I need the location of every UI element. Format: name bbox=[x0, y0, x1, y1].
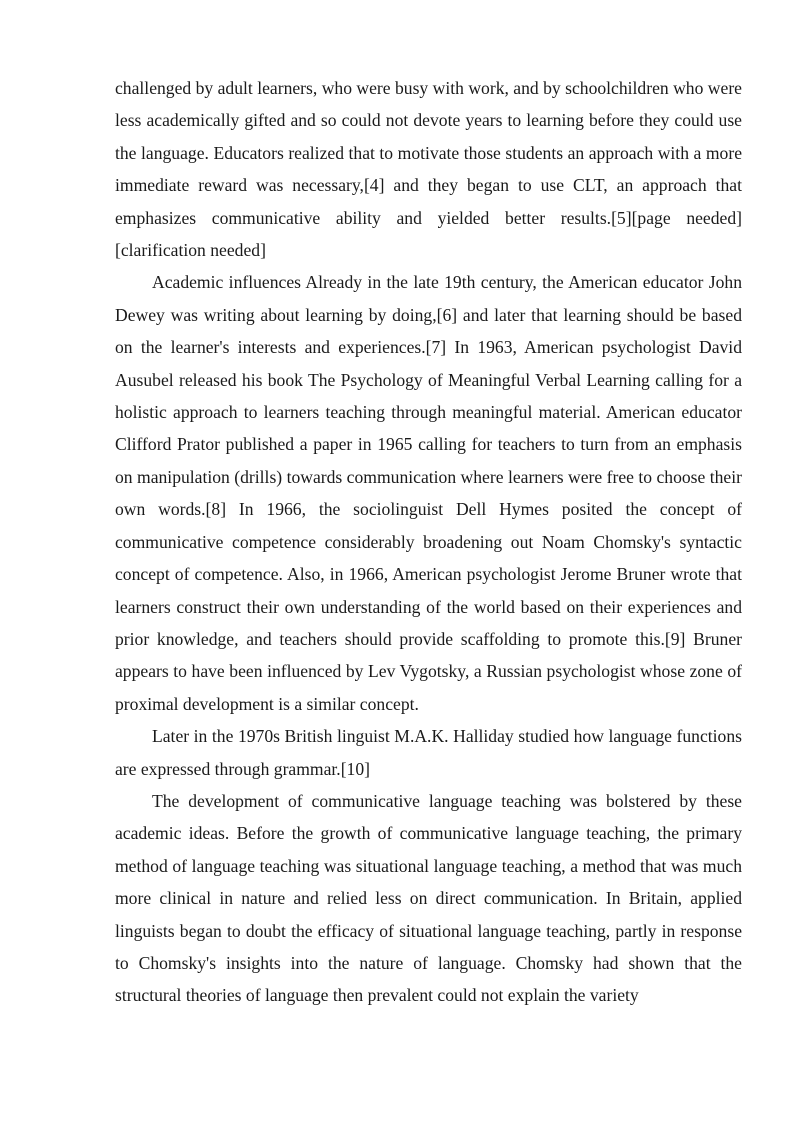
paragraph-development: The development of communicative language teaching was bolstered by these academic ideas. Before the growth of communicative language teaching, the primary method of language teaching was situational language teaching, a method that was much more clinical in nature and relied less on direct communication. In Britain, applied linguists began to doubt the efficacy of situational language teaching, partly in response to Chomsky's insights into the nature of language. Chomsky had shown that the structural theories of language then prevalent could not explain the variety bbox=[115, 790, 742, 1006]
paragraph-clt-motivation: challenged by adult learners, who were busy with work, and by schoolchildren who were less academically gifted and so could not devote years to learning before they could use the language. Educators realized that to motivate those students an approach with a more immediate reward was necessary,[4] and they began to use CLT, an approach that emphasizes communicative ability and yielded better results.[5][page needed][clarification needed] bbox=[115, 78, 742, 261]
paragraph-academic-influences: Academic influences Already in the late 19th century, the American educator John Dewey was writing about learning by doing,[6] and later that learning should be based on the learner's interests and experiences.[7] In 1963, American psychologist David Ausubel released his book The Psychology of Meaningful Verbal Learning calling for a holistic approach to learners teaching through meaningful material. American educator Clifford Prator published a paper in 1965 calling for teachers to turn from an emphasis on manipulation (drills) towards communication where learners were free to choose their own words.[8] In 1966, the sociolinguist Dell Hymes posited the concept of communicative competence considerably broadening out Noam Chomsky's syntactic concept of competence. Also, in 1966, American psychologist Jerome Bruner wrote that learners construct their own understanding of the world based on their experiences and prior knowledge, and teachers should provide scaffolding to promote this.[9] Bruner appears to have been influenced by Lev Vygotsky, a Russian psychologist whose zone of proximal development is a similar concept. bbox=[115, 272, 742, 714]
paragraph-halliday: Later in the 1970s British linguist M.A.K. Halliday studied how language functions are expressed through grammar.[10] bbox=[115, 726, 742, 779]
document-page bbox=[115, 72, 742, 1012]
